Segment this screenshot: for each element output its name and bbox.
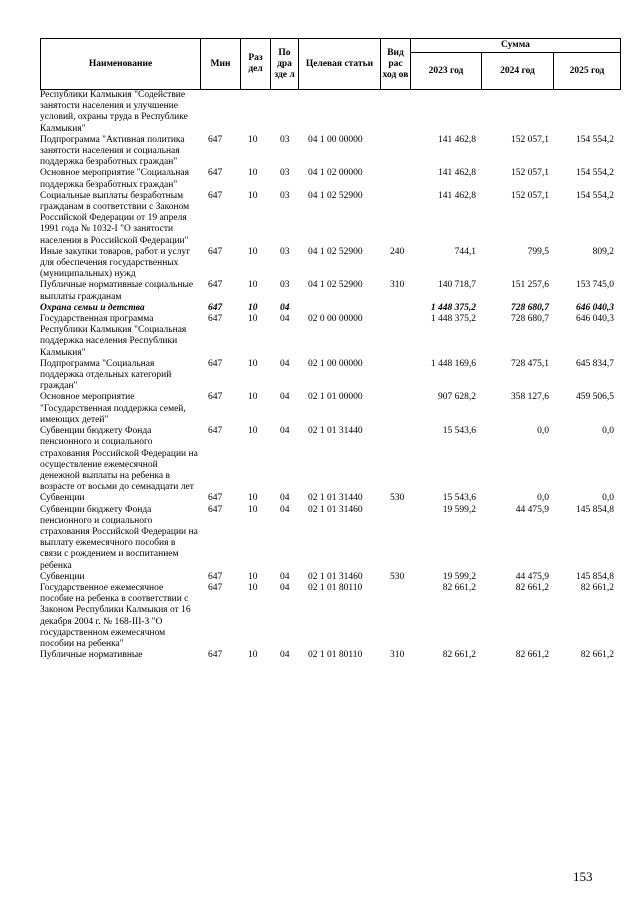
table-row (40, 247, 620, 281)
target-article: 02 1 01 31440 (308, 493, 363, 504)
section-code: 10 (248, 504, 258, 515)
subsection-code: 04 (280, 582, 290, 593)
subsection-code: 04 (280, 571, 290, 582)
amount-2025: 145 854,8 (576, 571, 614, 582)
amount-2023: 15 543,6 (442, 493, 476, 504)
target-article: 04 1 02 00000 (308, 168, 363, 179)
subsection-code: 04 (280, 426, 290, 437)
table-row (40, 392, 620, 426)
table-row (40, 303, 620, 314)
subsection-code: 04 (280, 493, 290, 504)
header-2023: 2023 год (411, 53, 482, 90)
table-row (40, 583, 620, 650)
target-article: 02 1 00 00000 (308, 358, 363, 369)
table-body (40, 90, 620, 661)
row-name: Подпрограмма "Социальная поддержка отдельных категорий граждан" (40, 358, 172, 392)
table-row (40, 650, 620, 661)
amount-2023: 140 718,7 (438, 280, 476, 291)
subsection-code: 04 (280, 314, 290, 325)
expense-type: 310 (390, 280, 405, 291)
row-name: Государственная программа Республики Калмыкия "Социальная поддержка населения Республики Калмыкия" (40, 314, 187, 358)
row-name: Охрана семьи и детства (40, 302, 145, 313)
amount-2024: 82 661,2 (515, 582, 549, 593)
row-name: Субвенции бюджету Фонда пенсионного и социального страхования Российской Федерации на осуществление ежемесячной денежной выплаты на ребенка в возрасте от восьми до семнадцати лет (40, 426, 198, 493)
amount-2025: 82 661,2 (580, 650, 614, 661)
table-row (40, 314, 620, 359)
ministry-code: 647 (208, 426, 223, 437)
subsection-code: 04 (280, 358, 290, 369)
ministry-code: 647 (208, 493, 223, 504)
subsection-code: 03 (280, 190, 290, 201)
target-article: 04 1 02 52900 (308, 280, 363, 291)
amount-2023: 82 661,2 (442, 650, 476, 661)
amount-2025: 0,0 (602, 493, 614, 504)
amount-2025: 645 834,7 (576, 358, 614, 369)
table-row (40, 191, 620, 247)
target-article: 02 0 00 00000 (308, 314, 363, 325)
expense-type: 530 (390, 571, 405, 582)
row-name: Иные закупки товаров, работ и услуг для обеспечения государственных (муниципальных) нужд (40, 246, 191, 280)
target-article: 02 1 01 80110 (308, 582, 363, 593)
amount-2025: 646 040,3 (576, 302, 614, 313)
section-code: 10 (248, 650, 258, 661)
target-article: 02 1 01 80110 (308, 650, 363, 661)
target-article: 04 1 02 52900 (308, 190, 363, 201)
amount-2023: 19 599,2 (442, 504, 476, 515)
table-row (40, 572, 620, 583)
expense-type: 240 (390, 246, 405, 257)
amount-2023: 1 448 375,2 (430, 302, 476, 313)
subsection-code: 04 (280, 392, 290, 403)
table-row (40, 426, 620, 493)
header-name: Наименование (41, 39, 201, 90)
amount-2023: 141 462,8 (438, 168, 476, 179)
section-code: 10 (248, 426, 258, 437)
amount-2025: 154 554,2 (576, 168, 614, 179)
header-podrazdel: По дра зде л (271, 39, 299, 90)
amount-2024: 152 057,1 (511, 190, 549, 201)
amount-2024: 44 475,9 (515, 504, 549, 515)
subsection-code: 04 (280, 302, 290, 313)
amount-2024: 728 475,1 (511, 358, 549, 369)
row-name: Публичные нормативные социальные выплаты гражданам (40, 280, 194, 302)
amount-2025: 145 854,8 (576, 504, 614, 515)
table-row (40, 90, 620, 135)
section-code: 10 (248, 134, 258, 145)
page-number: 153 (573, 869, 593, 884)
amount-2025: 154 554,2 (576, 134, 614, 145)
ministry-code: 647 (208, 302, 223, 313)
table-row (40, 493, 620, 504)
amount-2024: 152 057,1 (511, 134, 549, 145)
subsection-code: 04 (280, 650, 290, 661)
amount-2024: 728 680,7 (511, 302, 549, 313)
row-name: Социальные выплаты безработным гражданам в соответствии с Законом Российской Федерации от 19 апреля 1991 года № 1032-I "О занятости населения в Российской Федерации" (40, 190, 190, 246)
table-row (40, 505, 620, 572)
section-code: 10 (248, 314, 258, 325)
section-code: 10 (248, 571, 258, 582)
amount-2023: 15 543,6 (442, 426, 476, 437)
row-name: Основное мероприятие "Социальная поддержка безработных граждан" (40, 168, 189, 190)
row-name: Субвенции (40, 493, 85, 504)
section-code: 10 (248, 168, 258, 179)
subsection-code: 04 (280, 504, 290, 515)
header-celevaya: Целевая статьи (299, 39, 381, 90)
ministry-code: 647 (208, 582, 223, 593)
amount-2024: 152 057,1 (511, 168, 549, 179)
row-name: Субвенции (40, 571, 85, 582)
section-code: 10 (248, 302, 258, 313)
amount-2025: 459 506,5 (576, 392, 614, 403)
amount-2023: 19 599,2 (442, 571, 476, 582)
target-article: 02 1 01 31460 (308, 571, 363, 582)
amount-2025: 82 661,2 (580, 582, 614, 593)
row-name: Государственное ежемесячное пособие на ребенка в соответствии с Законом Республики Калмыкия от 16 декабря 2004 г. № 168-III-З "О государственном ежемесячном пособии на ребенка" (40, 582, 191, 649)
amount-2025: 0,0 (602, 426, 614, 437)
row-name: Публичные нормативные (40, 650, 143, 661)
row-name: Республики Калмыкия "Содействие занятости населения и улучшение условий, охраны труда в Республике Калмыкия" (40, 90, 188, 134)
ministry-code: 647 (208, 358, 223, 369)
section-code: 10 (248, 392, 258, 403)
ministry-code: 647 (208, 134, 223, 145)
ministry-code: 647 (208, 280, 223, 291)
amount-2024: 358 127,6 (511, 392, 549, 403)
section-code: 10 (248, 358, 258, 369)
subsection-code: 03 (280, 246, 290, 257)
amount-2023: 82 661,2 (442, 582, 476, 593)
target-article: 02 1 01 31440 (308, 426, 363, 437)
ministry-code: 647 (208, 392, 223, 403)
amount-2025: 809,2 (592, 246, 614, 257)
header-min: Мин (201, 39, 241, 90)
section-code: 10 (248, 280, 258, 291)
amount-2023: 141 462,8 (438, 134, 476, 145)
expense-type: 310 (390, 650, 405, 661)
target-article: 04 1 00 00000 (308, 134, 363, 145)
table-row (40, 359, 620, 393)
amount-2025: 154 554,2 (576, 190, 614, 201)
target-article: 02 1 01 31460 (308, 504, 363, 515)
amount-2024: 799,5 (527, 246, 549, 257)
row-name: Подпрограмма "Активная политика занятости населения и социальная поддержка безработных граждан" (40, 134, 185, 168)
target-article: 04 1 02 52900 (308, 246, 363, 257)
ministry-code: 647 (208, 168, 223, 179)
table-row (40, 135, 620, 169)
amount-2024: 0,0 (537, 493, 549, 504)
amount-2023: 141 462,8 (438, 190, 476, 201)
amount-2024: 44 475,9 (515, 571, 549, 582)
ministry-code: 647 (208, 246, 223, 257)
header-summa: Сумма (411, 39, 621, 53)
subsection-code: 03 (280, 168, 290, 179)
row-name: Субвенции бюджету Фонда пенсионного и социального страхования Российской Федерации на выплату ежемесячного пособия в связи с рождением и воспитанием ребенка (40, 504, 198, 571)
section-code: 10 (248, 582, 258, 593)
section-code: 10 (248, 493, 258, 504)
expense-type: 530 (390, 493, 405, 504)
ministry-code: 647 (208, 504, 223, 515)
row-name: Основное мероприятие "Государственная поддержка семей, имеющих детей" (40, 392, 186, 425)
ministry-code: 647 (208, 571, 223, 582)
amount-2024: 151 257,6 (511, 280, 549, 291)
header-2024: 2024 год (482, 53, 554, 90)
table-header (40, 38, 621, 90)
header-2025: 2025 год (554, 53, 621, 90)
header-razdel: Раз дел (241, 39, 271, 90)
amount-2025: 153 745,0 (576, 280, 614, 291)
subsection-code: 03 (280, 280, 290, 291)
table-row (40, 280, 620, 302)
amount-2025: 646 040,3 (576, 314, 614, 325)
section-code: 10 (248, 246, 258, 257)
amount-2023: 1 448 169,6 (430, 358, 476, 369)
ministry-code: 647 (208, 314, 223, 325)
subsection-code: 03 (280, 134, 290, 145)
amount-2023: 907 628,2 (438, 392, 476, 403)
amount-2024: 0,0 (537, 426, 549, 437)
amount-2023: 744,1 (454, 246, 476, 257)
header-vid: Вид рас ход ов (381, 39, 411, 90)
ministry-code: 647 (208, 650, 223, 661)
target-article: 02 1 01 00000 (308, 392, 363, 403)
section-code: 10 (248, 190, 258, 201)
ministry-code: 647 (208, 190, 223, 201)
amount-2024: 728 680,7 (511, 314, 549, 325)
amount-2024: 82 661,2 (515, 650, 549, 661)
amount-2023: 1 448 375,2 (430, 314, 476, 325)
table-row (40, 168, 620, 190)
